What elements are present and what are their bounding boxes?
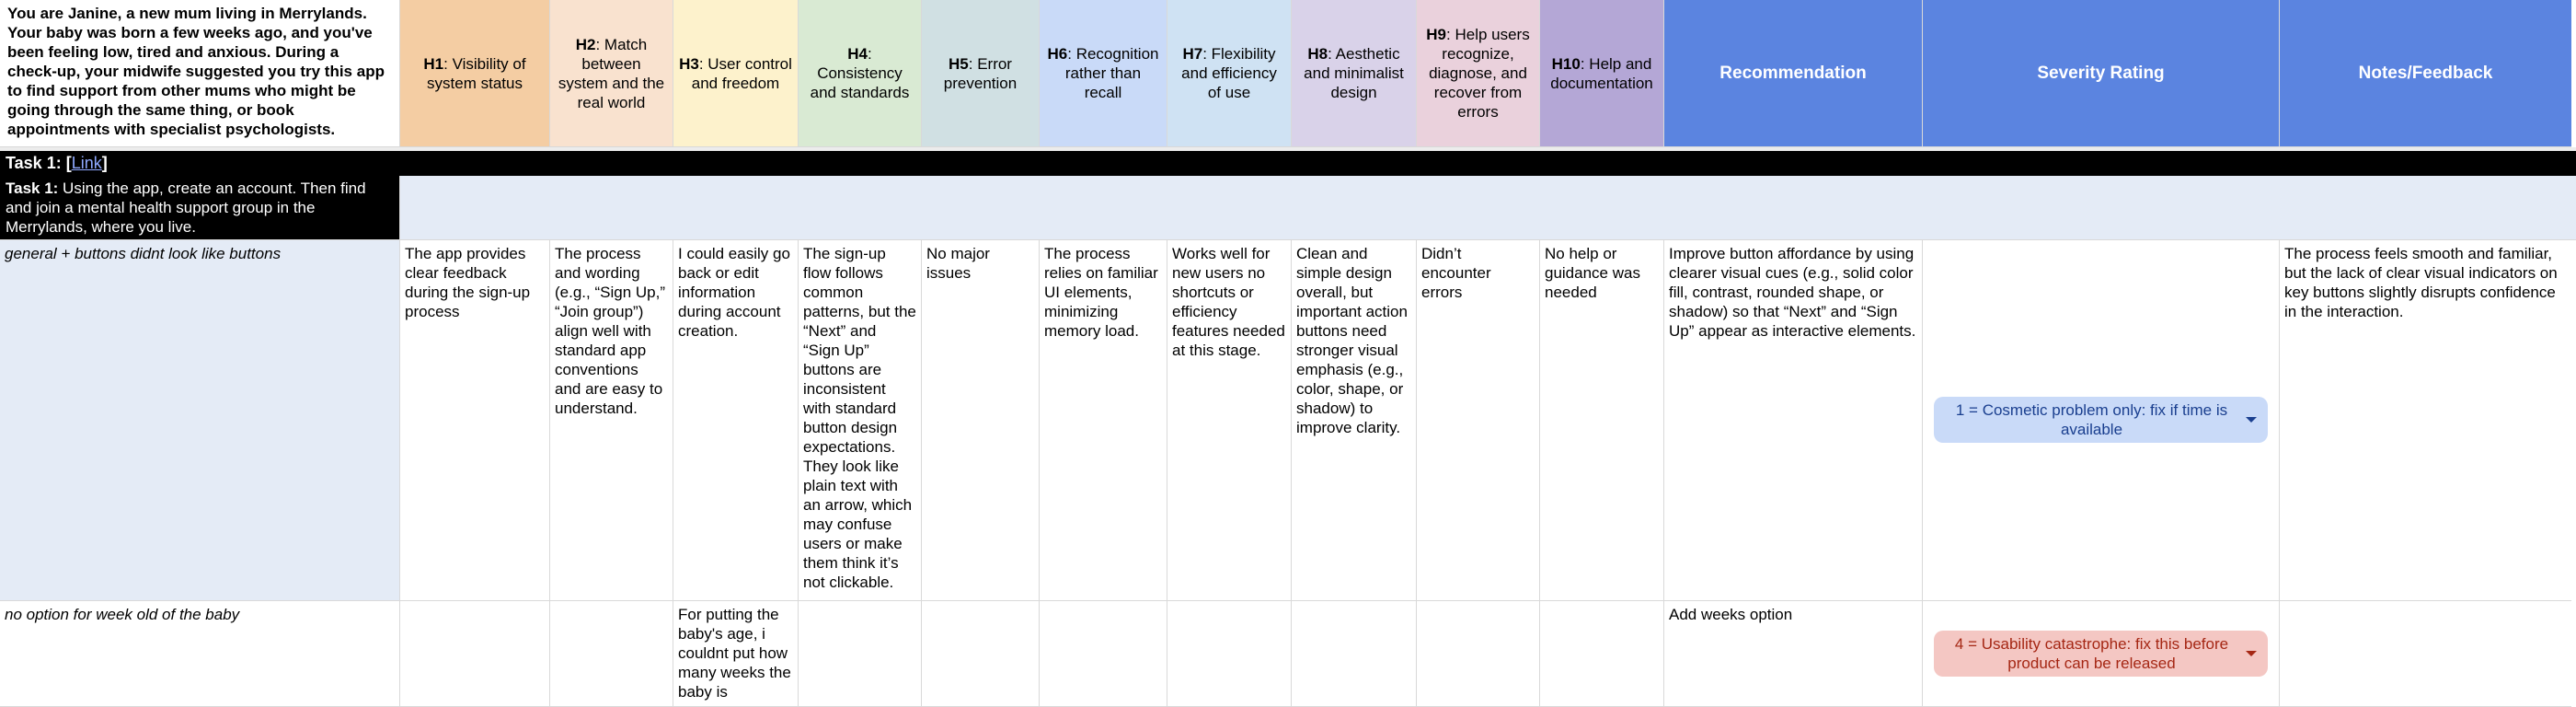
notes-cell[interactable] <box>2280 601 2571 707</box>
task-link[interactable]: Link <box>71 154 102 172</box>
heuristic-label: : User control and freedom <box>691 54 792 92</box>
heuristic-cell-h7-text: Works well for new users no shortcuts or efficiency features needed at this stage. <box>1172 245 1285 359</box>
task-label-suffix: ] <box>101 154 108 172</box>
heuristic-cell-h9[interactable] <box>1417 240 1540 601</box>
notes-header-label: Notes/Feedback <box>2358 64 2493 83</box>
recommendation-cell-text: Improve button affordance by using clearer visual cues (e.g., solid color fill, contrast, rounded shape, or shadow) so that “Next” and “Sign Up” appear as interactive elements. <box>1669 245 1916 340</box>
heuristic-cell-h2[interactable] <box>550 240 673 601</box>
recommendation-header[interactable] <box>1664 0 1923 147</box>
heuristic-label: : Help users recognize, diagnose, and recover from errors <box>1429 26 1530 121</box>
severity-header[interactable] <box>1923 0 2280 147</box>
notes-cell[interactable] <box>2280 240 2571 601</box>
heuristic-cell-h5-text: No major issues <box>926 245 990 282</box>
severity-cell[interactable] <box>1923 601 2280 707</box>
heuristic-cell-h8-text: Clean and simple design overall, but important action buttons need stronger visual emphasis (e.g., color, shape, or shadow) to improve clarity. <box>1296 245 1408 436</box>
heuristic-cell-h10-text: No help or guidance was needed <box>1545 245 1640 301</box>
heuristic-cell-h2[interactable] <box>550 601 673 707</box>
heuristic-code: H9 <box>1426 26 1447 43</box>
task-link-cell[interactable] <box>0 151 113 176</box>
chevron-down-icon[interactable] <box>2246 651 2257 656</box>
severity-dropdown[interactable] <box>1934 631 2268 677</box>
heuristic-cell-h6[interactable] <box>1040 601 1167 707</box>
heuristic-code: H10 <box>1551 54 1581 73</box>
recommendation-header-label: Recommendation <box>1719 64 1867 83</box>
header-row <box>0 0 2576 147</box>
heuristic-code: H4 <box>847 45 868 63</box>
heuristic-code: H8 <box>1307 45 1328 63</box>
task-desc-row <box>0 176 2576 240</box>
heuristic-header-h6[interactable] <box>1040 0 1167 147</box>
heuristic-cell-h7[interactable] <box>1167 601 1292 707</box>
heuristic-cell-h9-text: Didn’t encounter errors <box>1421 245 1491 301</box>
heuristic-header-h2[interactable] <box>550 0 673 147</box>
recommendation-cell[interactable] <box>1664 601 1923 707</box>
heuristic-cell-h6-text: The process relies on familiar UI elements, minimizing memory load. <box>1044 245 1158 340</box>
heuristic-cell-h3[interactable] <box>673 240 799 601</box>
issue-cell[interactable] <box>0 240 400 601</box>
notes-header[interactable] <box>2280 0 2571 147</box>
heuristic-cell-h8[interactable] <box>1292 601 1417 707</box>
heuristic-cell-h8[interactable] <box>1292 240 1417 601</box>
table-row <box>0 240 2576 601</box>
heuristic-header-h1[interactable] <box>400 0 550 147</box>
recommendation-cell-text: Add weeks option <box>1669 606 1793 623</box>
heuristic-code: H5 <box>949 54 969 73</box>
heuristic-code: H3 <box>679 54 699 73</box>
scenario-text: You are Janine, a new mum living in Merrylands. Your baby was born a few weeks ago, and you've been feeling low, tired and anxious. During a check-up, your midwife suggested you try this app to find support from other mums who might be going through the same thing, or book appointments with specialist psychologists. <box>7 5 385 138</box>
heuristic-header-h7[interactable] <box>1167 0 1292 147</box>
heuristic-label: : Aesthetic and minimalist design <box>1304 45 1404 101</box>
severity-value: 1 = Cosmetic problem only: fix if time is available <box>1955 401 2228 438</box>
heuristic-label: : Recognition rather than recall <box>1064 45 1159 101</box>
heuristic-cell-h9[interactable] <box>1417 601 1540 707</box>
heuristic-label: : Consistency and standards <box>810 45 910 101</box>
heuristic-cell-h4-text: The sign-up flow follows common patterns, but the “Next” and “Sign Up” buttons are inconsistent with standard button design expectations. They look like plain text with an arrow, which may confuse users or make them think it’s not clickable. <box>803 245 916 591</box>
heuristic-header-h3[interactable] <box>673 0 799 147</box>
task-desc-cell[interactable] <box>0 176 400 240</box>
heuristic-cell-h5[interactable] <box>922 601 1040 707</box>
heuristic-cell-h3-text: For putting the baby's age, i couldnt put how many weeks the baby is <box>678 606 791 701</box>
heuristic-header-h9[interactable] <box>1417 0 1540 147</box>
heuristic-cell-h1[interactable] <box>400 601 550 707</box>
heuristic-cell-h4[interactable] <box>799 240 922 601</box>
severity-value: 4 = Usability catastrophe: fix this before product can be released <box>1954 635 2229 672</box>
severity-dropdown[interactable] <box>1934 397 2268 443</box>
task-link-row <box>0 151 2576 176</box>
heuristic-code: H1 <box>423 54 444 73</box>
heuristic-code: H7 <box>1182 45 1203 63</box>
task-desc-text: Using the app, create an account. Then find and join a mental health support group in the Merrylands, where you live. <box>6 180 366 236</box>
task-desc-empty[interactable] <box>400 176 2576 240</box>
issue-cell-text: general + buttons didnt look like buttons <box>5 245 282 262</box>
heuristic-cell-h2-text: The process and wording (e.g., “Sign Up,” “Join group”) align well with standard app conventions and are easy to understand. <box>555 245 665 417</box>
heuristic-cell-h1[interactable] <box>400 240 550 601</box>
heuristic-label: : Visibility of system status <box>427 54 526 92</box>
heuristic-code: H6 <box>1047 45 1068 63</box>
heuristic-header-h5[interactable] <box>922 0 1040 147</box>
heuristic-cell-h10[interactable] <box>1540 240 1664 601</box>
table-row <box>0 601 2576 707</box>
severity-header-label: Severity Rating <box>2037 64 2165 83</box>
heuristic-cell-h10[interactable] <box>1540 601 1664 707</box>
scenario-cell[interactable] <box>0 0 400 147</box>
heuristic-cell-h1-text: The app provides clear feedback during the sign-up process <box>405 245 531 320</box>
task-label: Task 1: [ <box>6 154 72 172</box>
heuristic-label: : Help and documentation <box>1550 54 1653 92</box>
issue-cell-text: no option for week old of the baby <box>5 606 240 623</box>
heuristic-code: H2 <box>575 35 596 53</box>
heuristic-label: : Flexibility and efficiency of use <box>1181 45 1277 101</box>
heuristic-header-h8[interactable] <box>1292 0 1417 147</box>
heuristic-cell-h4[interactable] <box>799 601 922 707</box>
chevron-down-icon[interactable] <box>2246 417 2257 423</box>
severity-cell[interactable] <box>1923 240 2280 601</box>
notes-cell-text: The process feels smooth and familiar, but the lack of clear visual indicators on key buttons slightly disrupts confidence in the interaction. <box>2284 245 2558 320</box>
heuristic-cell-h5[interactable] <box>922 240 1040 601</box>
issue-cell[interactable] <box>0 601 400 707</box>
heuristic-header-h4[interactable] <box>799 0 922 147</box>
heuristic-label: : Error prevention <box>943 54 1018 92</box>
task-desc-bold: Task 1: <box>6 180 59 197</box>
heuristic-cell-h3[interactable] <box>673 601 799 707</box>
heuristic-label: : Match between system and the real world <box>558 35 665 111</box>
heuristic-header-h10[interactable] <box>1540 0 1664 147</box>
heuristic-cell-h7[interactable] <box>1167 240 1292 601</box>
heuristic-cell-h3-text: I could easily go back or edit information during account creation. <box>678 245 790 340</box>
heuristic-cell-h6[interactable] <box>1040 240 1167 601</box>
recommendation-cell[interactable] <box>1664 240 1923 601</box>
